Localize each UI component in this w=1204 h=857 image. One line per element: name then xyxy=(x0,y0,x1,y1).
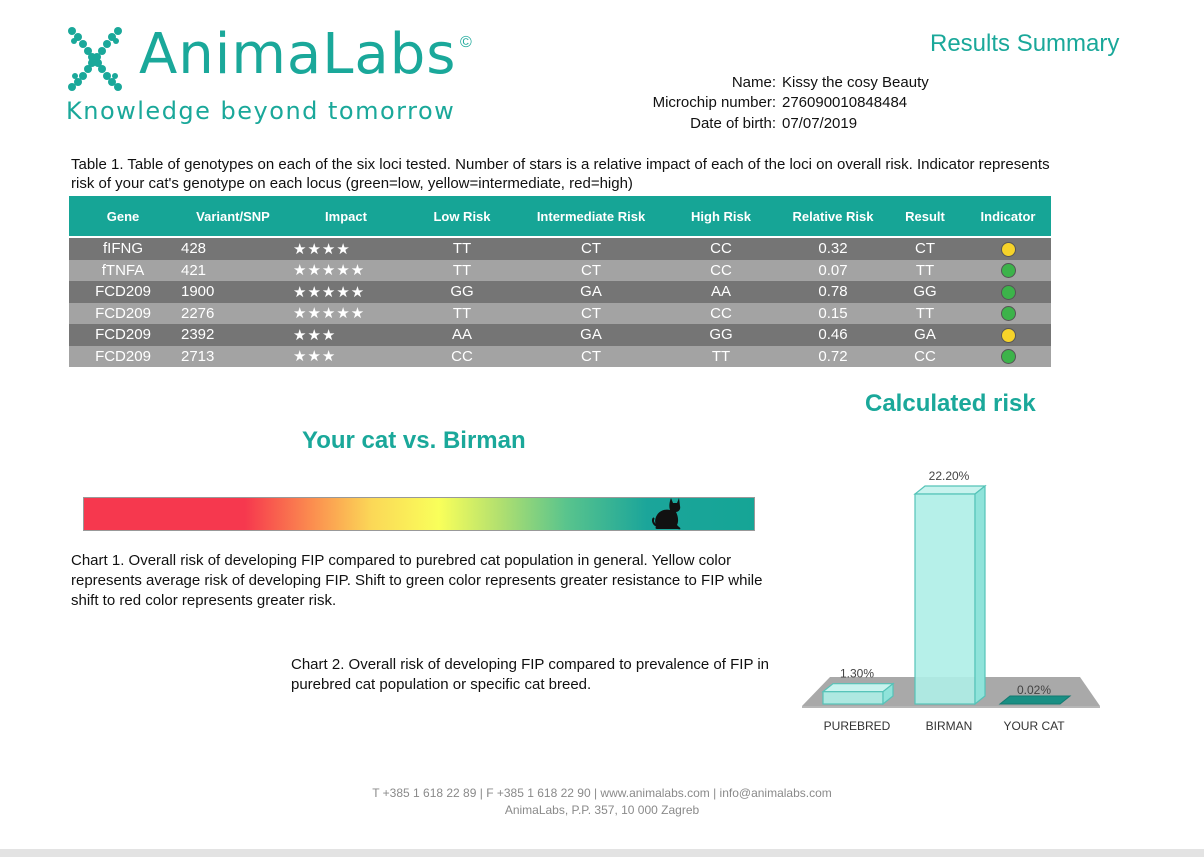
cell-result: CT xyxy=(885,237,965,260)
table-header-row xyxy=(69,196,1051,237)
header-variant: Variant/SNP xyxy=(177,196,289,237)
calculated-risk-title: Calculated risk xyxy=(865,390,1036,417)
category-label: YOUR CAT xyxy=(1003,719,1065,733)
category-label: BIRMAN xyxy=(925,719,973,733)
cell-indicator xyxy=(965,281,1051,303)
cell-indicator xyxy=(965,324,1051,346)
cell-low-risk: CC xyxy=(403,346,521,368)
cell-result: CC xyxy=(885,346,965,368)
header-gene: Gene xyxy=(69,196,177,237)
bar-birman xyxy=(915,486,985,704)
cell-impact: ★★★★ xyxy=(289,237,403,260)
copyright-symbol: © xyxy=(460,34,472,51)
comparison-title: Your cat vs. Birman xyxy=(302,427,526,454)
header-impact: Impact xyxy=(289,196,403,237)
cell-relative-risk: 0.72 xyxy=(781,346,885,368)
cell-low-risk: GG xyxy=(403,281,521,303)
cell-result: GG xyxy=(885,281,965,303)
cell-relative-risk: 0.32 xyxy=(781,237,885,260)
chart2-caption: Chart 2. Overall risk of developing FIP compared to prevalence of FIP in purebred cat population or specific cat breed. xyxy=(291,656,770,693)
cell-variant: 421 xyxy=(177,260,289,282)
bottom-strip xyxy=(0,849,1204,857)
cell-indicator xyxy=(965,303,1051,325)
cell-variant: 1900 xyxy=(177,281,289,303)
header-intermediate-risk: Intermediate Risk xyxy=(521,196,661,237)
header-low-risk: Low Risk xyxy=(403,196,521,237)
cell-gene: FCD209 xyxy=(69,303,177,325)
cell-result: GA xyxy=(885,324,965,346)
tagline: Knowledge beyond tomorrow xyxy=(66,97,456,125)
header-relative-risk: Relative Risk xyxy=(781,196,885,237)
cell-impact: ★★★ xyxy=(289,346,403,368)
genotype-table xyxy=(69,196,1051,367)
cell-low-risk: TT xyxy=(403,237,521,260)
table-row xyxy=(69,324,1051,346)
table-row xyxy=(69,237,1051,260)
cell-intermediate-risk: CT xyxy=(521,237,661,260)
cell-high-risk: CC xyxy=(661,237,781,260)
risk-indicator-icon xyxy=(1001,306,1016,321)
dob-label: Date of birth: xyxy=(690,115,776,132)
bar-purebred xyxy=(823,684,893,704)
cell-impact: ★★★ xyxy=(289,324,403,346)
cell-low-risk: AA xyxy=(403,324,521,346)
cell-high-risk: TT xyxy=(661,346,781,368)
cell-high-risk: AA xyxy=(661,281,781,303)
risk-indicator-icon xyxy=(1001,242,1016,257)
footer-address: AnimaLabs, P.P. 357, 10 000 Zagreb xyxy=(504,803,700,817)
cell-high-risk: GG xyxy=(661,324,781,346)
header-indicator: Indicator xyxy=(965,196,1051,237)
cell-impact: ★★★★★ xyxy=(289,260,403,282)
cell-gene: FCD209 xyxy=(69,324,177,346)
risk-indicator-icon xyxy=(1001,349,1016,364)
cell-intermediate-risk: GA xyxy=(521,324,661,346)
data-label: 0.02% xyxy=(1016,683,1052,697)
cell-high-risk: CC xyxy=(661,260,781,282)
results-summary-title: Results Summary xyxy=(930,30,1120,57)
microchip-row xyxy=(560,94,980,114)
microchip-value: 276090010848484 xyxy=(782,94,908,111)
cell-result: TT xyxy=(885,303,965,325)
bar-your-cat xyxy=(1000,696,1070,704)
risk-indicator-icon xyxy=(1001,328,1016,343)
header-result: Result xyxy=(885,196,965,237)
cell-gene: FCD209 xyxy=(69,281,177,303)
cell-gene: fIFNG xyxy=(69,237,177,260)
cell-intermediate-risk: CT xyxy=(521,260,661,282)
cell-indicator xyxy=(965,237,1051,260)
cell-indicator xyxy=(965,260,1051,282)
genotype-table-body xyxy=(69,237,1051,367)
risk-bar-chart xyxy=(800,440,1110,745)
cat-icon xyxy=(651,494,683,530)
cell-variant: 2713 xyxy=(177,346,289,368)
table-row xyxy=(69,346,1051,368)
data-label: 1.30% xyxy=(839,666,875,681)
cell-indicator xyxy=(965,346,1051,368)
table-row xyxy=(69,260,1051,282)
cell-variant: 2392 xyxy=(177,324,289,346)
cell-variant: 2276 xyxy=(177,303,289,325)
cell-gene: fTNFA xyxy=(69,260,177,282)
cell-variant: 428 xyxy=(177,237,289,260)
cell-relative-risk: 0.46 xyxy=(781,324,885,346)
cell-impact: ★★★★★ xyxy=(289,303,403,325)
pet-name-row xyxy=(560,74,980,94)
animalabs-logo-icon xyxy=(66,26,124,92)
table-row xyxy=(69,281,1051,303)
cell-gene: FCD209 xyxy=(69,346,177,368)
dob-value: 07/07/2019 xyxy=(782,115,858,132)
table-caption: Table 1. Table of genotypes on each of the six loci tested. Number of stars is a relative impact of each of the loci on overall risk. Indicator represents risk of your cat's genotype on each locus (green=low, yellow=intermediate, red=high) xyxy=(71,156,1050,192)
cell-relative-risk: 0.07 xyxy=(781,260,885,282)
cell-low-risk: TT xyxy=(403,303,521,325)
cell-relative-risk: 0.15 xyxy=(781,303,885,325)
risk-indicator-icon xyxy=(1001,263,1016,278)
pet-name-label: Name: xyxy=(731,74,776,91)
cell-intermediate-risk: CT xyxy=(521,346,661,368)
cell-high-risk: CC xyxy=(661,303,781,325)
cell-impact: ★★★★★ xyxy=(289,281,403,303)
cell-result: TT xyxy=(885,260,965,282)
pet-name-value: Kissy the cosy Beauty xyxy=(782,74,929,91)
brand-name: AnimaLabs xyxy=(139,22,457,87)
dob-row xyxy=(560,115,980,135)
microchip-label: Microchip number: xyxy=(652,94,776,111)
cell-relative-risk: 0.78 xyxy=(781,281,885,303)
category-label: PUREBRED xyxy=(823,719,891,733)
risk-indicator-icon xyxy=(1001,285,1016,300)
cell-intermediate-risk: GA xyxy=(521,281,661,303)
footer-contacts: T +385 1 618 22 89 | F +385 1 618 22 90 | www.animalabs.com | info@animalabs.com xyxy=(372,786,832,800)
chart1-caption: Chart 1. Overall risk of developing FIP compared to purebred cat population in general. Yellow color represents average risk of developing FIP. Shift to green color represents greater resistance to FIP while shift to red color represents greater risk. xyxy=(71,552,763,609)
table-row xyxy=(69,303,1051,325)
data-label: 22.20% xyxy=(928,469,970,483)
header-high-risk: High Risk xyxy=(661,196,781,237)
cell-low-risk: TT xyxy=(403,260,521,282)
cell-intermediate-risk: CT xyxy=(521,303,661,325)
